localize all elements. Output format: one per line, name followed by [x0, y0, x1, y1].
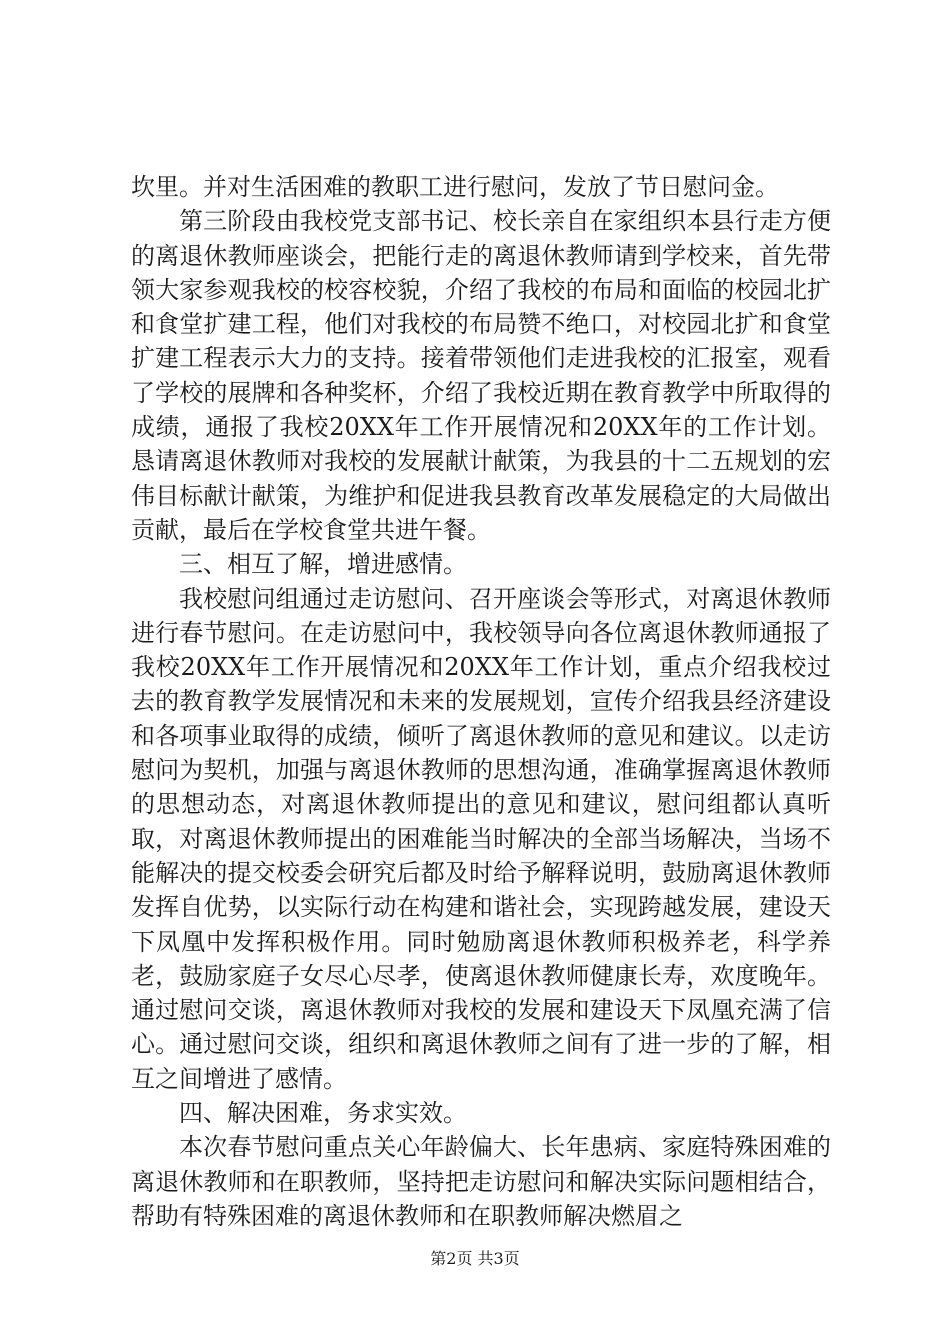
- paragraph-solve-difficulties: 本次春节慰问重点关心年龄偏大、长年患病、家庭特殊困难的离退休教师和在职教师，坚持把走访慰问和解决实际问题相结合，帮助有特殊困难的离退休教师和在职教师解决燃眉之: [131, 1133, 831, 1230]
- section-heading-three: 三、相互了解，增进感情。: [179, 550, 467, 579]
- page-footer: 第2页 共3页: [430, 1249, 520, 1268]
- paragraph-third-stage: 第三阶段由我校党支部书记、校长亲自在家组织本县行走方便的离退休教师座谈会，把能行走的离退休教师请到学校来，首先带领大家参观我校的校容校貌，介绍了我校的布局和面临的校园北扩和食堂扩建工程，他们对我校的布局赞不绝口，对校园北扩和食堂扩建工程表示大力的支持。接着带领他们走进我校的汇报室，观看了学校的展牌和各种奖杯，介绍了我校近期在教育教学中所取得的成绩，通报了我校20XX年工作开展情况和20XX年的工作计划。恳请离退休教师对我校的发展献计献策，为我县的十二五规划的宏伟目标献计献策，为维护和促进我县教育改革发展稳定的大局做出贡献，最后在学校食堂共进午餐。: [131, 207, 831, 544]
- document-body: [131, 170, 831, 1233]
- section-heading-four: 四、解决困难，务求实效。: [179, 1099, 467, 1128]
- paragraph-continuation: 坎里。并对生活困难的教职工进行慰问，发放了节日慰问金。: [131, 173, 779, 201]
- paragraph-mutual-understanding: 我校慰问组通过走访慰问、召开座谈会等形式，对离退休教师进行春节慰问。在走访慰问中，我校领导向各位离退休教师通报了我校20XX年工作开展情况和20XX年工作计划，重点介绍我校过去的教育教学发展情况和未来的发展规划，宣传介绍我县经济建设和各项事业取得的成绩，倾听了离退休教师的意见和建议。以走访慰问为契机，加强与离退休教师的思想沟通，准确掌握离退休教师的思想动态，对离退休教师提出的意见和建议，慰问组都认真听取，对离退休教师提出的困难能当时解决的全部当场解决，当场不能解决的提交校委会研究后都及时给予解释说明，鼓励离退休教师发挥自优势，以实际行动在构建和谐社会，实现跨越发展，建设天下凤凰中发挥积极作用。同时勉励离退休教师积极养老，科学养老，鼓励家庭子女尽心尽孝，使离退休教师健康长寿，欢度晚年。通过慰问交谈，离退休教师对我校的发展和建设天下凤凰充满了信心。通过慰问交谈，组织和离退休教师之间有了进一步的了解，相互之间增进了感情。: [131, 584, 831, 1093]
